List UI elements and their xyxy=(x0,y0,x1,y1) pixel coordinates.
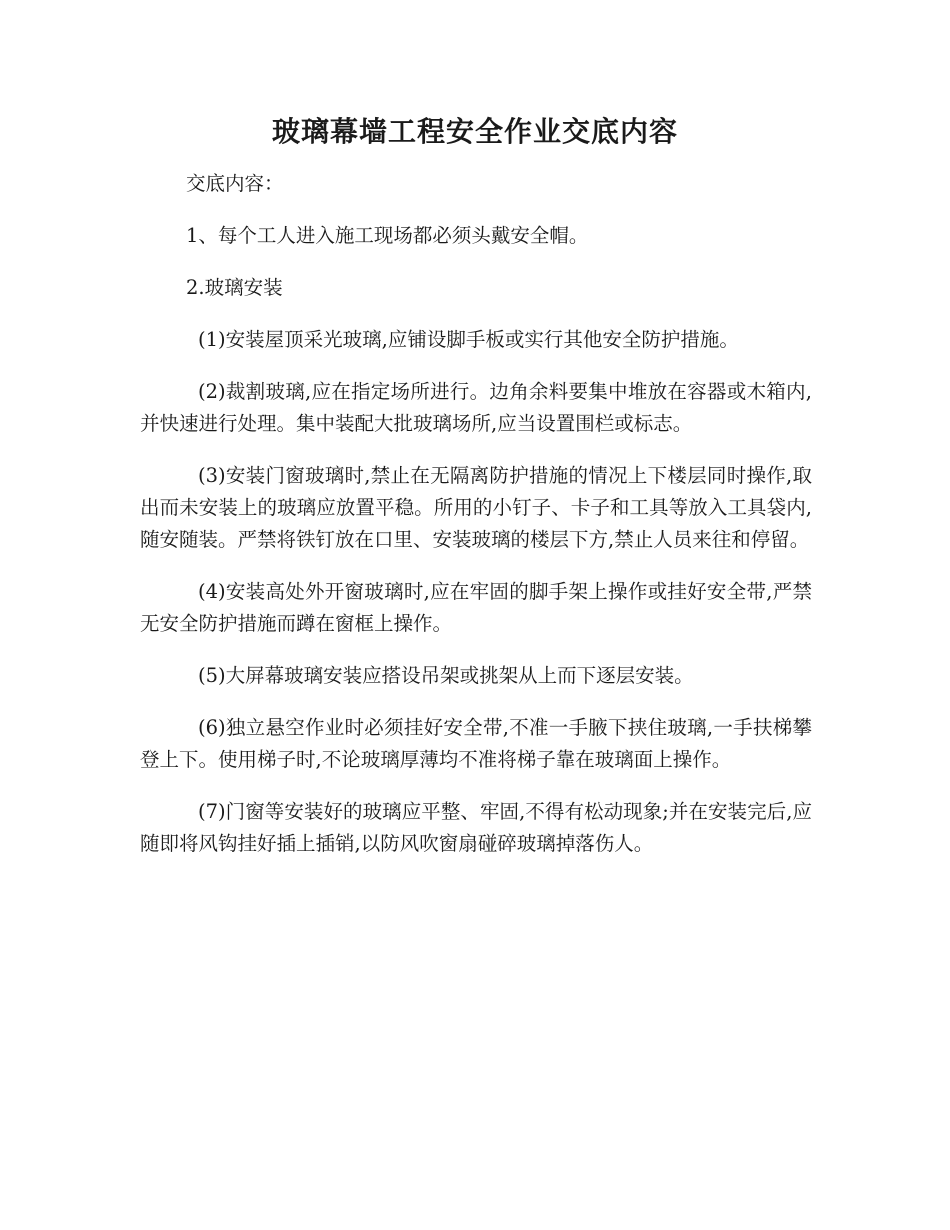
section-intro: 交底内容： xyxy=(186,172,284,195)
item-5-large-screen: (5)大屏幕玻璃安装应搭设吊架或挑架从上而下逐层安装。 xyxy=(198,664,694,687)
item-4-high-window: (4)安装高处外开窗玻璃时,应在牢固的脚手架上操作或挂好安全带,严禁无安全防护措施而蹲在窗框上操作。 xyxy=(140,580,812,635)
document-body xyxy=(140,168,812,880)
item-3-door-window: (3)安装门窗玻璃时,禁止在无隔离防护措施的情况上下楼层同时操作,取出而未安装上的玻璃应放置平稳。所用的小钉子、卡子和工具等放入工具袋内,随安随装。严禁将铁钉放在口里、安装玻璃的楼层下方,禁止人员来往和停留。 xyxy=(140,464,812,551)
rule-1-helmet: 1、每个工人进入施工现场都必须头戴安全帽。 xyxy=(186,224,589,247)
item-6-suspended-work: (6)独立悬空作业时必须挂好安全带,不准一手腋下挟住玻璃,一手扶梯攀登上下。使用梯子时,不论玻璃厚薄均不准将梯子靠在玻璃面上操作。 xyxy=(140,716,812,771)
section-glass-installation: 2.玻璃安装 xyxy=(186,276,283,299)
item-7-finished-glass: (7)门窗等安装好的玻璃应平整、牢固,不得有松动现象;并在安装完后,应随即将风钩挂好插上插销,以防风吹窗扇碰碎玻璃掉落伤人。 xyxy=(140,800,812,855)
item-1-skylight: (1)安装屋顶采光玻璃,应铺设脚手板或实行其他安全防护措施。 xyxy=(198,328,739,351)
document-title: 玻璃幕墙工程安全作业交底内容 xyxy=(271,115,678,148)
item-2-cutting: (2)裁割玻璃,应在指定场所进行。边角余料要集中堆放在容器或木箱内,并快速进行处理。集中装配大批玻璃场所,应当设置围栏或标志。 xyxy=(140,380,812,435)
